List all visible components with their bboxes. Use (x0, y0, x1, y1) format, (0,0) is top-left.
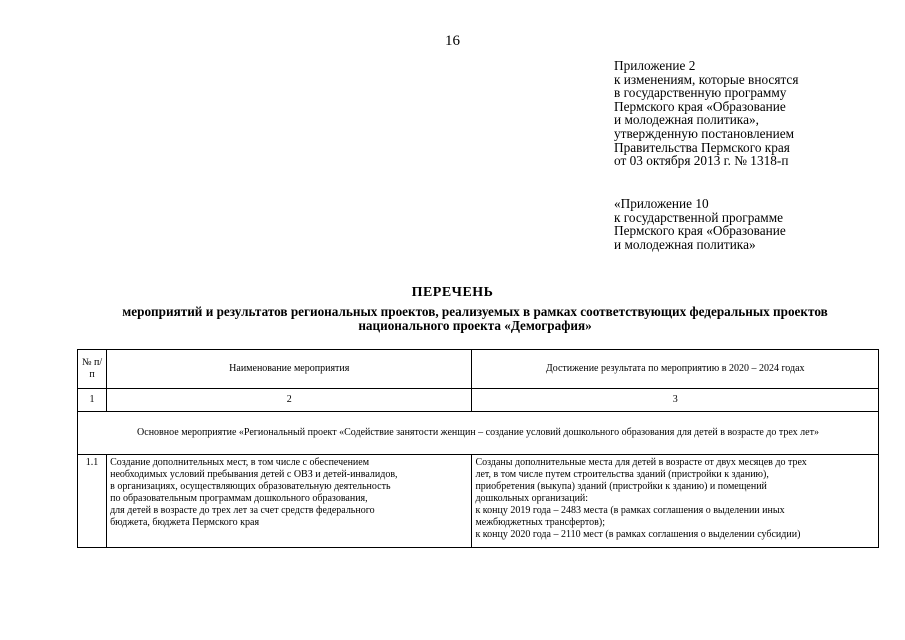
measure-name-line: Создание дополнительных мест, в том числе с обеспечением (110, 457, 370, 468)
result-line: Созданы дополнительные места для детей в возрасте от двух месяцев до трех (475, 457, 807, 468)
appendix-2-line: Правительства Пермского края (614, 139, 790, 155)
appendix-10-line: «Приложение 10 (614, 196, 709, 211)
result-line: к концу 2019 года – 2483 места (в рамках соглашения о выделении иных (475, 505, 785, 516)
header-measure-name-cell: Наименование мероприятия (107, 350, 472, 389)
result-line: дошкольных организаций: (475, 493, 589, 504)
document-subtitle: мероприятий и результатов региональных проектов, реализуемых в рамках соответствующих федеральных проектов национального проекта «Демография» (122, 304, 828, 333)
appendix-2-line: Пермского края «Образование (614, 98, 786, 114)
row-result-cell (472, 455, 879, 548)
appendix-2-line: Приложение 2 (614, 58, 696, 73)
result-line: к концу 2020 года – 2110 мест (в рамках соглашения о выделении субсидии) (475, 529, 801, 540)
measure-name-line: для детей в возрасте до трех лет за счет средств федерального (110, 505, 375, 516)
numbering-cell: 3 (472, 389, 879, 412)
measure-name-line: бюджета, бюджета Пермского края (110, 517, 260, 528)
appendix-2-line: в государственную программу (614, 85, 787, 101)
numbering-cell: 1 (78, 389, 107, 412)
table-row (78, 455, 879, 548)
appendix-10-line: к государственной программе (614, 209, 784, 225)
appendix-2-line: утвержденную постановлением (614, 125, 795, 141)
row-measure-name-cell (107, 455, 472, 548)
measure-name-line: в организациях, осуществляющих образовательную деятельность (110, 481, 391, 492)
table-section-row (78, 412, 879, 455)
numbering-cell: 2 (107, 389, 472, 412)
row-number-cell: 1.1 (78, 455, 107, 548)
document-title: ПЕРЕЧЕНЬ (411, 285, 494, 300)
measure-name-line: необходимых условий пребывания детей с ОВЗ и детей-инвалидов, (110, 469, 398, 480)
appendix-2-line: от 03 октября 2013 г. № 1318-п (614, 153, 789, 169)
appendix-10-line: Пермского края «Образование (614, 223, 786, 239)
result-line: лет, в том числе путем строительства зданий (пристройки к зданию), (475, 469, 769, 480)
appendix-10-block (614, 197, 786, 251)
page-number: 16 (445, 33, 460, 49)
appendix-2-line: и молодежная политика», (614, 112, 759, 128)
header-result-cell: Достижение результата по мероприятию в 2020 – 2024 годах (472, 350, 879, 389)
header-number-cell: № п/п (78, 350, 107, 389)
appendix-10-line: и молодежная политика» (614, 236, 756, 252)
result-line: приобретения (выкупа) зданий (пристройки к зданию) и помещений (475, 481, 767, 492)
table-header-row (78, 350, 879, 389)
appendix-2-line: к изменениям, которые вносятся (614, 71, 799, 87)
measure-name-line: по образовательным программам дошкольного образования, (110, 493, 368, 504)
measures-table (77, 349, 879, 548)
result-line: межбюджетных трансфертов); (475, 517, 605, 528)
section-heading-cell: Основное мероприятие «Региональный проект «Содействие занятости женщин – создание условий дошкольного образования для детей в возрасте до трех лет» (78, 412, 879, 455)
appendix-2-block (614, 59, 798, 168)
table-numbering-row (78, 389, 879, 412)
